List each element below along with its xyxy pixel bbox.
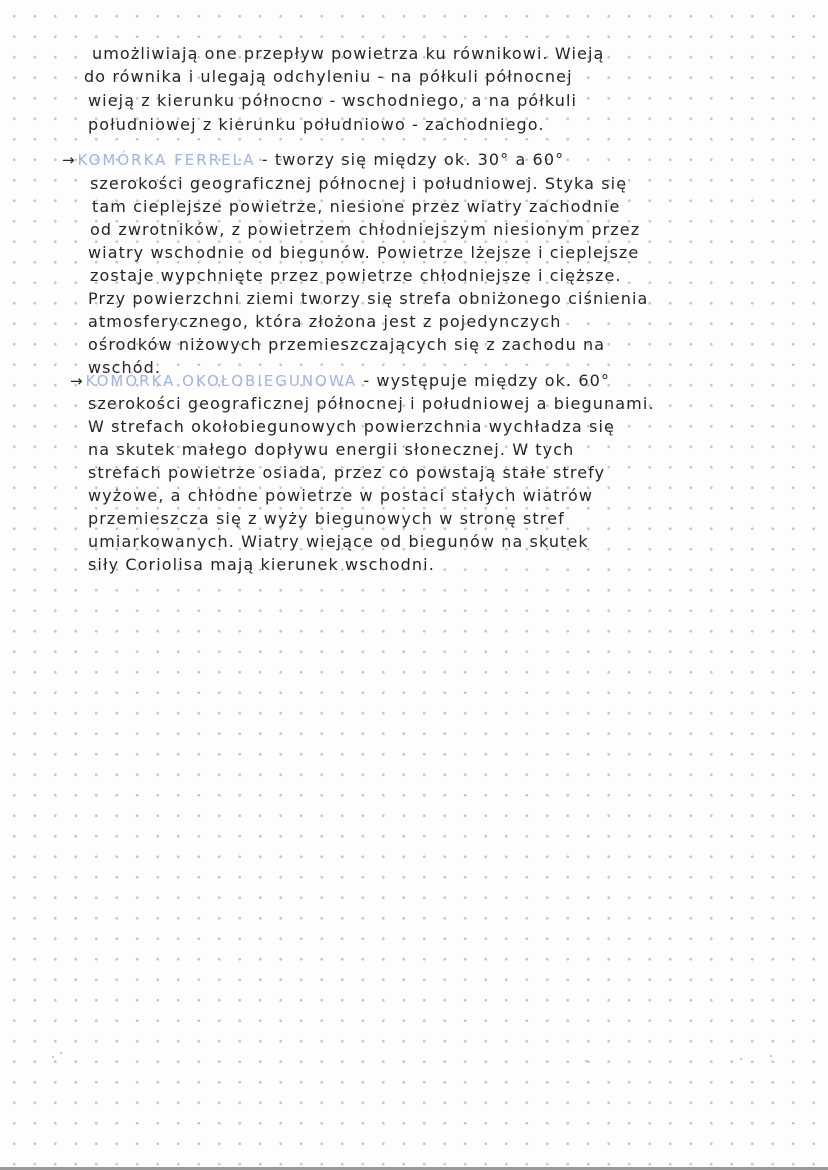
scan-speckle [770, 1055, 772, 1057]
scan-speckle [585, 1060, 587, 1062]
text-line: umiarkowanych. Wiatry wiejące od biegunów na skutek [88, 532, 589, 551]
text-line: tam cieplejsze powietrze, niesione przez wiatry zachodnie [92, 197, 621, 216]
text-line: szerokości geograficznej północnej i południowej. Styka się [90, 174, 628, 193]
text-line: przemieszcza się z wyży biegunowych w stronę stref [88, 509, 565, 528]
text-line: W strefach okołobiegunowych powierzchnia wychładza się [88, 417, 615, 436]
text-line: zostaje wypchnięte przez powietrze chłodniejsze i cięższe. [90, 266, 622, 285]
section-heading: KOMÓRKA FERRELA [77, 151, 256, 169]
text-line: na skutek małego dopływu energii słonecznej. W tych [88, 440, 575, 459]
text-line: do równika i ulegają odchyleniu - na półkuli północnej [84, 67, 573, 86]
text-line: szerokości geograficznej północnej i południowej a biegunami. [88, 394, 655, 413]
arrow-right-icon: → [70, 372, 83, 390]
scan-speckle [60, 1052, 62, 1054]
text-line: strefach powietrze osiada, przez co powstają stałe strefy [88, 463, 606, 482]
text-line: ośrodków niżowych przemieszczających się z zachodu na [88, 335, 606, 354]
scan-speckle [52, 1056, 54, 1058]
text-line: umożliwiają one przepływ powietrza ku równikowi. Wieją [92, 44, 605, 63]
text-line: - tworzy się między ok. 30° a 60° [255, 150, 565, 169]
text-line: - występuje między ok. 60° [357, 371, 611, 390]
text-line: Przy powierzchni ziemi tworzy się strefa obniżonego ciśnienia [88, 289, 649, 308]
scan-speckle [740, 1058, 742, 1060]
section-heading-line [62, 150, 564, 170]
text-line: wschód. [88, 358, 162, 377]
text-line: wyżowe, a chłodne powietrze w postaci stałych wiatrów [88, 486, 594, 505]
text-line: południowej z kierunku południowo - zachodniego. [88, 115, 545, 134]
text-line: wiatry wschodnie od biegunów. Powietrze lżejsze i cieplejsze [88, 243, 640, 262]
section-heading-line [70, 371, 610, 391]
text-line: wieją z kierunku północno - wschodniego, a na półkuli [88, 91, 578, 110]
text-line: od zwrotników, z powietrzem chłodniejszym niesionym przez [90, 220, 641, 239]
section-heading: KOMÓRKA OKOŁOBIEGUNOWA [85, 372, 358, 390]
text-line: atmosferycznego, która złożona jest z pojedynczych [88, 312, 562, 331]
arrow-right-icon: → [62, 151, 75, 169]
text-line: siły Coriolisa mają kierunek wschodni. [88, 555, 435, 574]
